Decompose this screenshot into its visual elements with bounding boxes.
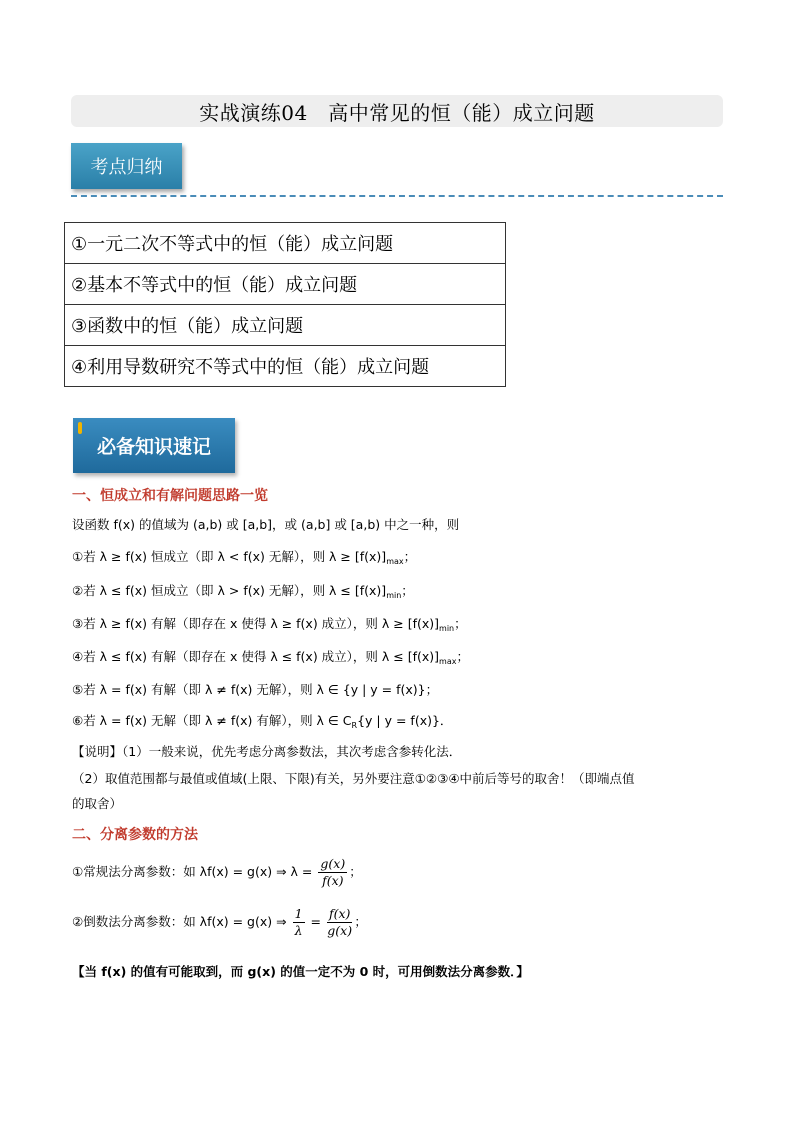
rule-end: ； bbox=[425, 682, 439, 697]
note-line: 的取舍） bbox=[72, 796, 123, 811]
rule-text: ③若 λ ≥ f(x) 有解（即存在 x 使得 λ ≥ f(x) 成立），则 λ ≥ [f(x)] bbox=[72, 616, 440, 631]
page-title: 实战演练04 高中常见的恒（能）成立问题 bbox=[199, 100, 595, 125]
numerator: f(x) bbox=[328, 906, 351, 921]
rule-sub: min bbox=[439, 624, 455, 633]
section-badge-label: 考点归纳 bbox=[90, 157, 163, 178]
fraction bbox=[318, 856, 347, 889]
rule-end: ； bbox=[403, 549, 417, 564]
numerator: g(x) bbox=[320, 856, 346, 871]
dashed-divider bbox=[71, 195, 723, 197]
heading-part2: 二、分离参数的方法 bbox=[72, 827, 198, 843]
method-end: ； bbox=[349, 864, 362, 879]
rule-text: ④若 λ ≤ f(x) 有解（即存在 x 使得 λ ≤ f(x) 成立），则 λ ≤ [f(x)] bbox=[72, 649, 440, 664]
rule-line bbox=[72, 647, 469, 666]
table-row bbox=[65, 223, 506, 264]
equals-sign: = bbox=[310, 914, 321, 929]
rule-end: ； bbox=[456, 649, 469, 664]
section-badge-exam-points bbox=[71, 143, 182, 189]
method-line bbox=[72, 856, 362, 889]
method-line bbox=[72, 906, 367, 939]
rule-line bbox=[72, 680, 438, 699]
note-line: 【说明】（1）一般来说，优先考虑分离参数法，其次考虑含参转化法． bbox=[72, 744, 462, 759]
topic-cell: ④利用导数研究不等式中的恒（能）成立问题 bbox=[65, 346, 506, 387]
topic-cell: ③函数中的恒（能）成立问题 bbox=[65, 305, 506, 346]
tick-marker bbox=[78, 422, 82, 434]
rule-text: ①若 λ ≥ f(x) 恒成立（即 λ < f(x) 无解），则 λ ≥ [f(x)] bbox=[72, 549, 387, 564]
rule-line bbox=[72, 547, 416, 566]
fraction bbox=[293, 906, 305, 939]
rule-end: {y | y = f(x)}． bbox=[357, 713, 453, 728]
method-text: ①常规法分离参数：如 λf(x) = g(x) ⇒ λ = bbox=[72, 864, 313, 879]
rule-line bbox=[72, 614, 467, 633]
intro-line: 设函数 f(x) 的值域为 (a,b) 或 [a,b]，或 (a,b] 或 [a,b) 中之一种，则 bbox=[72, 517, 460, 532]
section-badge-label: 必备知识速记 bbox=[96, 436, 211, 458]
denominator: f(x) bbox=[322, 873, 344, 888]
topic-cell: ①一元二次不等式中的恒（能）成立问题 bbox=[65, 223, 506, 264]
rule-line bbox=[72, 711, 452, 730]
rule-end: ； bbox=[454, 616, 467, 631]
method-end: ； bbox=[354, 914, 367, 929]
table-row bbox=[65, 346, 506, 387]
rule-text: ②若 λ ≤ f(x) 恒成立（即 λ > f(x) 无解），则 λ ≤ [f(x)] bbox=[72, 583, 387, 598]
table-row bbox=[65, 305, 506, 346]
rule-end: ； bbox=[401, 583, 414, 598]
topics-table bbox=[64, 222, 506, 387]
denominator: g(x) bbox=[327, 923, 353, 938]
rule-sub: R bbox=[351, 721, 358, 730]
rule-text: ⑤若 λ = f(x) 有解（即 λ ≠ f(x) 无解），则 λ ∈ {y | y = f(x)} bbox=[72, 682, 426, 697]
denominator: λ bbox=[294, 923, 303, 938]
rule-sub: min bbox=[386, 591, 402, 600]
note-line: （2）取值范围都与最值或值域(上限、下限)有关，另外要注意①②③④中前后等号的取舍！（即端点值 bbox=[72, 771, 635, 786]
fraction bbox=[327, 906, 352, 939]
closing-note: 【当 f(x) 的值有可能取到，而 g(x) 的值一定不为 0 时，可用倒数法分离参数．】 bbox=[72, 964, 529, 979]
numerator: 1 bbox=[294, 906, 303, 921]
topic-cell: ②基本不等式中的恒（能）成立问题 bbox=[65, 264, 506, 305]
rule-text: ⑥若 λ = f(x) 无解（即 λ ≠ f(x) 有解），则 λ ∈ C bbox=[72, 713, 352, 728]
rule-line bbox=[72, 581, 414, 600]
method-text: ②倒数法分离参数：如 λf(x) = g(x) ⇒ bbox=[72, 914, 287, 929]
rule-sub: max bbox=[439, 657, 457, 666]
table-row bbox=[65, 264, 506, 305]
rule-sub: max bbox=[386, 557, 404, 566]
title-banner bbox=[71, 95, 723, 127]
section-badge-knowledge bbox=[73, 418, 235, 473]
heading-part1: 一、恒成立和有解问题思路一览 bbox=[72, 488, 268, 504]
